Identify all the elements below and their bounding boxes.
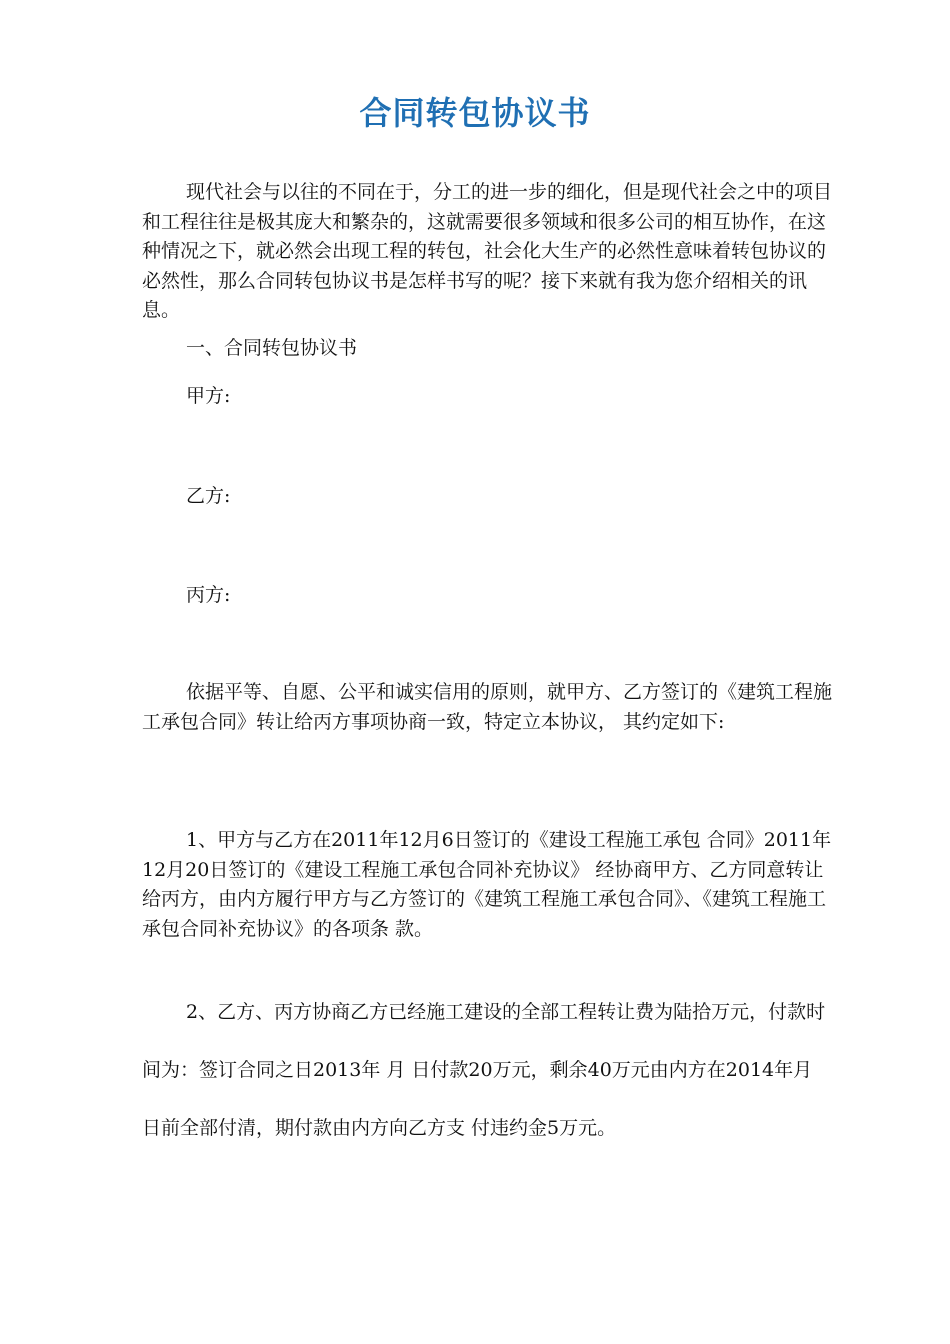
document-title: 合同转包协议书	[359, 94, 591, 132]
clause-2-paragraph: 2、乙方、丙方协商乙方已经施工建设的全部工程转让费为陆拾万元，付款时间为：签订合同之日2013年 月 日付款20万元，剩余40万元由内方在2014年月 日前全部付清，期付款由内方向乙方支 付违约金5万元。	[142, 1001, 826, 1139]
section-heading: 一、合同转包协议书	[186, 337, 358, 359]
clause-1-paragraph: 1、甲方与乙方在2011年12月6日签订的《建设工程施工承包 合同》2011年12月20日签订的《建设工程施工承包合同补充协议》 经协商甲方、乙方同意转让给丙方，由内方履行甲方与乙方签订的《建筑工程施工承包合同》、《建筑工程施工承包合同补充协议》的各项条 款。	[142, 829, 832, 940]
party-c-label: 丙方:	[186, 584, 231, 606]
basis-paragraph: 依据平等、自愿、公平和诚实信用的原则，就甲方、乙方签订的《建筑工程施工承包合同》转让给丙方事项协商一致，特定立本协议， 其约定如下:	[142, 681, 833, 733]
intro-paragraph: 现代社会与以往的不同在于，分工的进一步的细化，但是现代社会之中的项目和工程往往是极其庞大和繁杂的，这就需要很多领域和很多公司的相互协作，在这种情况之下，就必然会出现工程的转包，社会化大生产的必然性意味着转包协议的必然性，那么合同转包协议书是怎样书写的呢？接下来就有我为您介绍相关的讯息。	[142, 181, 833, 321]
party-a-label: 甲方:	[186, 385, 231, 407]
party-b-label: 乙方:	[186, 485, 231, 507]
